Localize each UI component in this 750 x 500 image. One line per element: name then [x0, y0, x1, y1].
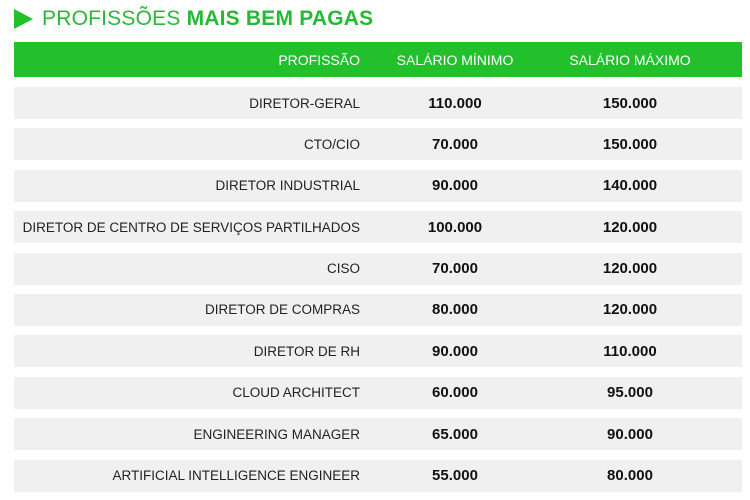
min-salary-cell: 65.000: [432, 425, 478, 443]
min-salary-cell: 60.000: [432, 384, 478, 402]
table-header: [14, 42, 742, 77]
max-salary-cell: 150.000: [602, 94, 658, 112]
max-salary-cell: 120.000: [602, 301, 658, 319]
table-row: [14, 377, 742, 409]
page-title: [12, 6, 373, 32]
profession-cell: ENGINEERING MANAGER: [193, 426, 360, 442]
profession-cell: CISO: [326, 261, 360, 277]
profession-cell: DIRETOR-GERAL: [249, 95, 360, 111]
title-emphasis: MAIS BEM PAGAS: [186, 7, 374, 30]
table-row: [14, 253, 742, 285]
title-text: [42, 7, 373, 31]
profession-cell: DIRETOR DE CENTRO DE SERVIÇOS PARTILHADOS: [22, 219, 360, 235]
max-salary-cell: 140.000: [602, 177, 658, 195]
min-salary-cell: 70.000: [432, 135, 478, 153]
table-row: [14, 418, 742, 450]
min-salary-cell: 70.000: [432, 260, 478, 278]
min-salary-cell: 90.000: [432, 177, 478, 195]
max-salary-cell: 80.000: [607, 467, 653, 485]
max-salary-cell: 90.000: [607, 425, 653, 443]
table-body: [14, 87, 742, 492]
profession-cell: DIRETOR INDUSTRIAL: [215, 178, 360, 194]
max-salary-cell: 110.000: [603, 342, 657, 360]
table-row: [14, 211, 742, 243]
header-profession: PROFISSÃO: [278, 51, 360, 68]
min-salary-cell: 80.000: [432, 301, 478, 319]
header-min-salary: SALÁRIO MÍNIMO: [396, 51, 514, 68]
min-salary-cell: 100.000: [427, 218, 483, 236]
table-row: [14, 87, 742, 119]
table-row: [14, 128, 742, 160]
profession-cell: DIRETOR DE COMPRAS: [204, 302, 360, 318]
salary-table: [14, 42, 742, 500]
max-salary-cell: 120.000: [602, 218, 658, 236]
profession-cell: ARTIFICIAL INTELLIGENCE ENGINEER: [112, 468, 360, 484]
profession-cell: DIRETOR DE RH: [253, 343, 360, 359]
play-triangle-icon: [12, 8, 34, 30]
table-row: [14, 170, 742, 202]
max-salary-cell: 95.000: [607, 384, 653, 402]
header-max-salary: SALÁRIO MÁXIMO: [569, 51, 691, 68]
min-salary-cell: 110.000: [428, 94, 482, 112]
min-salary-cell: 55.000: [432, 467, 478, 485]
table-row: [14, 335, 742, 367]
table-row: [14, 460, 742, 492]
profession-cell: CTO/CIO: [303, 136, 360, 152]
title-prefix: PROFISSÕES: [42, 7, 181, 30]
min-salary-cell: 90.000: [432, 342, 478, 360]
max-salary-cell: 120.000: [602, 260, 658, 278]
profession-cell: CLOUD ARCHITECT: [232, 385, 360, 401]
max-salary-cell: 150.000: [602, 135, 658, 153]
table-row: [14, 294, 742, 326]
